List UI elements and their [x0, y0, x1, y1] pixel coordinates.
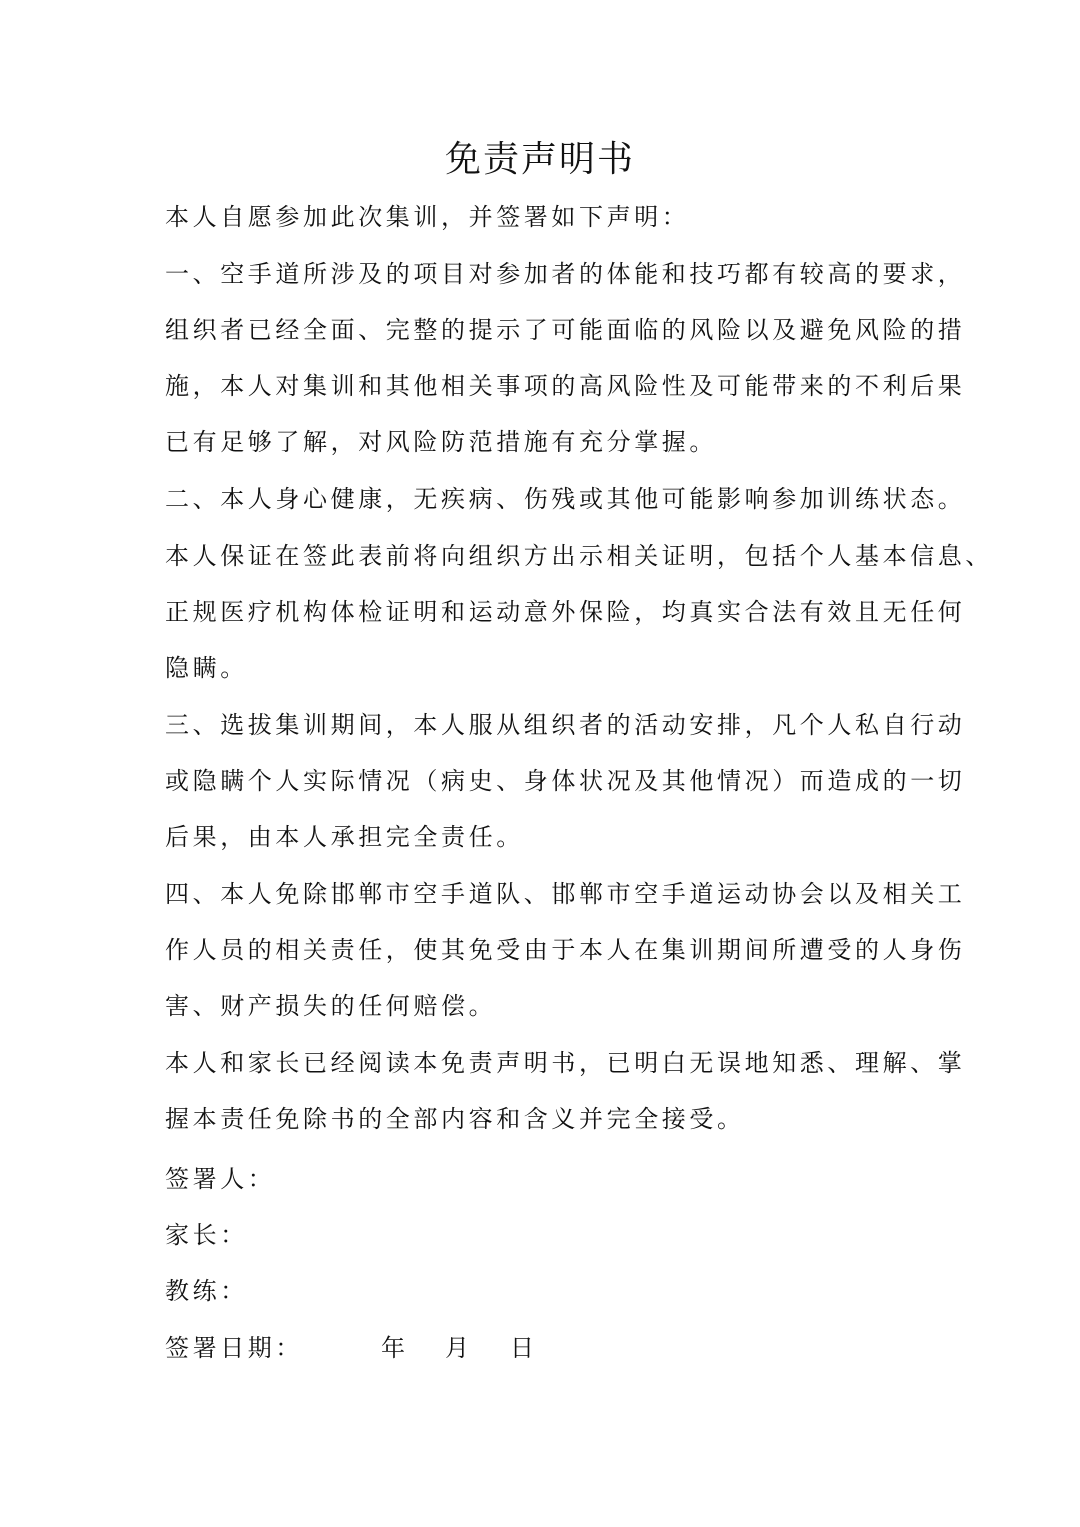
date-day-label: 日: [510, 1334, 538, 1362]
clause-1-line-1: 一、空手道所涉及的项目对参加者的体能和技巧都有较高的要求，: [165, 260, 966, 288]
document-title: 免责声明书: [444, 139, 635, 180]
clause-2-line-2: 本人保证在签此表前将向组织方出示相关证明，包括个人基本信息、: [165, 542, 993, 570]
clause-2-line-4: 隐瞒。: [165, 654, 248, 682]
clause-3-line-1: 三、选拔集训期间，本人服从组织者的活动安排，凡个人私自行动: [165, 711, 966, 739]
clause-1-line-4: 已有足够了解，对风险防范措施有充分掌握。: [165, 428, 717, 456]
clause-2-line-3: 正规医疗机构体检证明和运动意外保险，均真实合法有效且无任何: [165, 598, 966, 626]
signing-date-row: [165, 1328, 565, 1368]
clause-4-line-3: 害、财产损失的任何赔偿。: [165, 992, 497, 1020]
acknowledgement-line-1: 本人和家长已经阅读本免责声明书，已明白无误地知悉、理解、掌: [165, 1049, 966, 1077]
acknowledgement-line-2: 握本责任免除书的全部内容和含义并完全接受。: [165, 1105, 745, 1133]
clause-2-line-1: 二、本人身心健康，无疾病、伤残或其他可能影响参加训练状态。: [165, 485, 966, 513]
date-month-label: 月: [445, 1334, 473, 1362]
signer-label: 签署人：: [165, 1165, 276, 1193]
clause-4-line-2: 作人员的相关责任，使其免受由于本人在集训期间所遭受的人身伤: [165, 936, 966, 964]
clause-3-line-2: 或隐瞒个人实际情况（病史、身体状况及其他情况）而造成的一切: [165, 767, 966, 795]
clause-4-line-1: 四、本人免除邯郸市空手道队、邯郸市空手道运动协会以及相关工: [165, 880, 966, 908]
date-year-label: 年: [381, 1334, 409, 1362]
signing-date-label: 签署日期：: [165, 1334, 303, 1362]
clause-3-line-3: 后果，由本人承担完全责任。: [165, 823, 524, 851]
parent-label: 家长：: [165, 1221, 248, 1249]
intro-line: 本人自愿参加此次集训，并签署如下声明：: [165, 203, 690, 231]
clause-1-line-3: 施，本人对集训和其他相关事项的高风险性及可能带来的不利后果: [165, 372, 966, 400]
clause-1-line-2: 组织者已经全面、完整的提示了可能面临的风险以及避免风险的措: [165, 316, 966, 344]
coach-label: 教练：: [165, 1277, 248, 1305]
